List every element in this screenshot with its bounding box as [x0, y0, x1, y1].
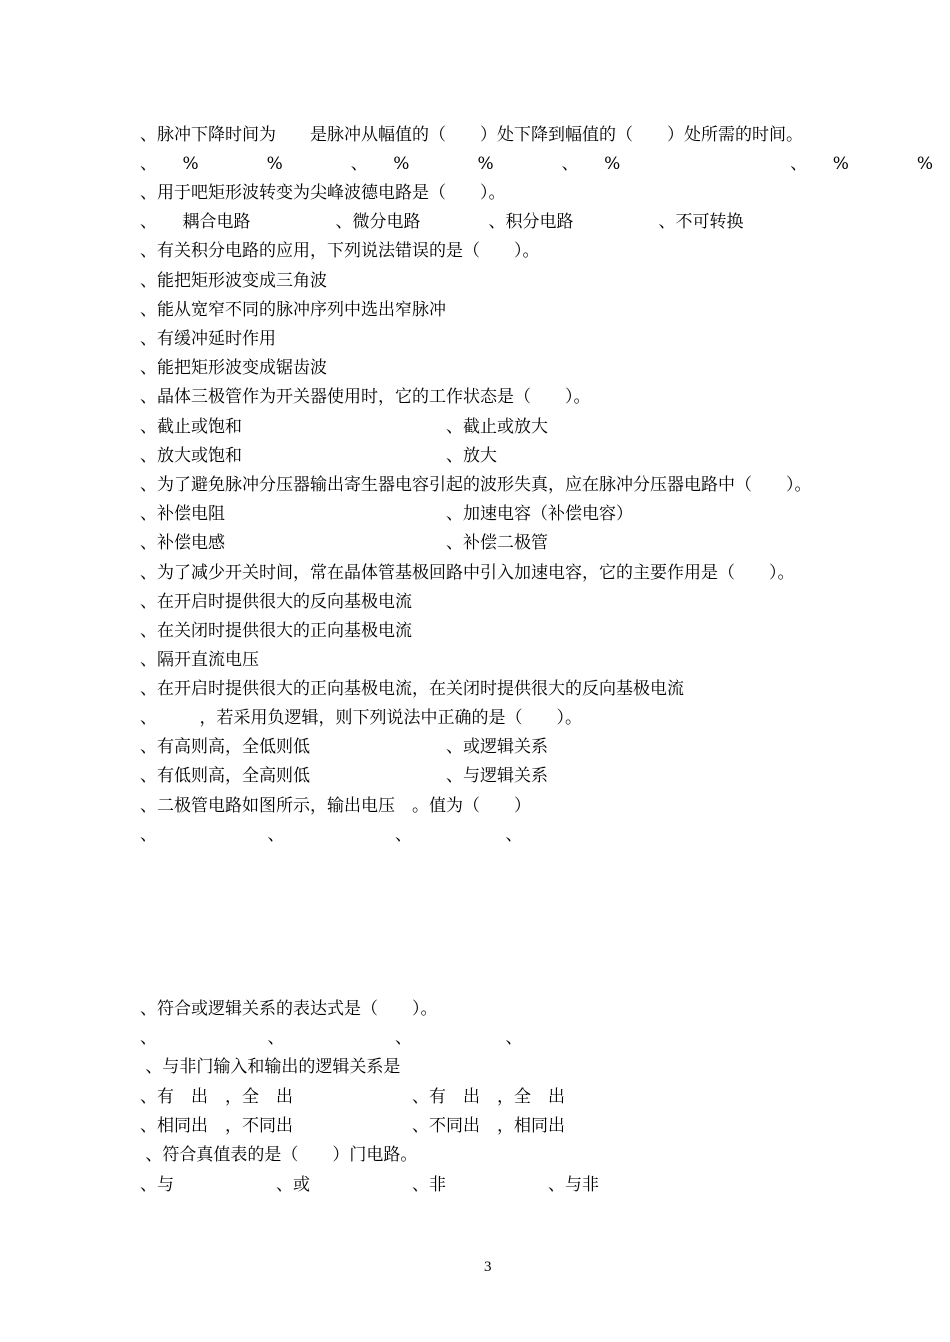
text-line-23: 、有低则高，全高则低 、与逻辑关系 [140, 766, 548, 786]
text-line-6: 、能把矩形波变成三角波 [140, 271, 327, 291]
text-line-17: 、在开启时提供很大的反向基极电流 [140, 592, 412, 612]
text-line-13: 、为了避免脉冲分压器输出寄生器电容引起的波形失真，应在脉冲分压器电路中（ ）。 [140, 475, 812, 495]
text-line-1: 、脉冲下降时间为 是脉冲从幅值的（ ）处下降到幅值的（ ）处所需的时间。 [140, 125, 803, 145]
text-line-4: 、 耦合电路 、微分电路 、积分电路 、不可转换 [140, 212, 744, 232]
text-line-18: 、在关闭时提供很大的正向基极电流 [140, 621, 412, 641]
text-line-25: 、 、 、 、 [140, 825, 523, 845]
text-line-10: 、晶体三极管作为开关器使用时，它的工作状态是（ ）。 [140, 387, 591, 407]
text-line-12: 、放大或饱和 、放大 [140, 446, 497, 466]
text-line-31: 、符合真值表的是（ ）门电路。 [140, 1145, 418, 1165]
text-line-9: 、能把矩形波变成锯齿波 [140, 358, 327, 378]
text-line-21: 、 ，若采用负逻辑，则下列说法中正确的是（ ）。 [140, 708, 582, 728]
text-line-14: 、补偿电阻 、加速电容（补偿电容） [140, 504, 633, 524]
text-line-16: 、为了减少开关时间，常在晶体管基极回路中引入加速电容，它的主要作用是（ ）。 [140, 563, 795, 583]
text-line-30: 、相同出 ，不同出 、不同出 ，相同出 [140, 1116, 565, 1136]
text-line-24: 、二极管电路如图所示，输出电压 。值为（ ） [140, 796, 531, 816]
text-line-5: 、有关积分电路的应用，下列说法错误的是（ ）。 [140, 241, 540, 261]
text-line-19: 、隔开直流电压 [140, 650, 259, 670]
text-line-28: 、与非门输入和输出的逻辑关系是 [140, 1057, 401, 1077]
text-line-20: 、在开启时提供很大的正向基极电流，在关闭时提供很大的反向基极电流 [140, 679, 684, 699]
text-line-22: 、有高则高，全低则低 、或逻辑关系 [140, 737, 548, 757]
text-line-27: 、 、 、 、 [140, 1028, 523, 1048]
text-line-7: 、能从宽窄不同的脉冲序列中选出窄脉冲 [140, 300, 446, 320]
text-line-11: 、截止或饱和 、截止或放大 [140, 417, 548, 437]
text-line-15: 、补偿电感 、补偿二极管 [140, 533, 548, 553]
text-line-32: 、与 、或 、非 、与非 [140, 1175, 599, 1195]
text-line-26: 、符合或逻辑关系的表达式是（ ）。 [140, 999, 438, 1019]
text-line-29: 、有 出 ，全 出 、有 出 ，全 出 [140, 1087, 565, 1107]
page-number: 3 [484, 1259, 492, 1275]
text-line-3: 、用于吧矩形波转变为尖峰波德电路是（ ）。 [140, 183, 506, 203]
text-line-2: 、 % % 、 % % 、 % 、 % % [140, 154, 934, 174]
text-line-8: 、有缓冲延时作用 [140, 329, 276, 349]
